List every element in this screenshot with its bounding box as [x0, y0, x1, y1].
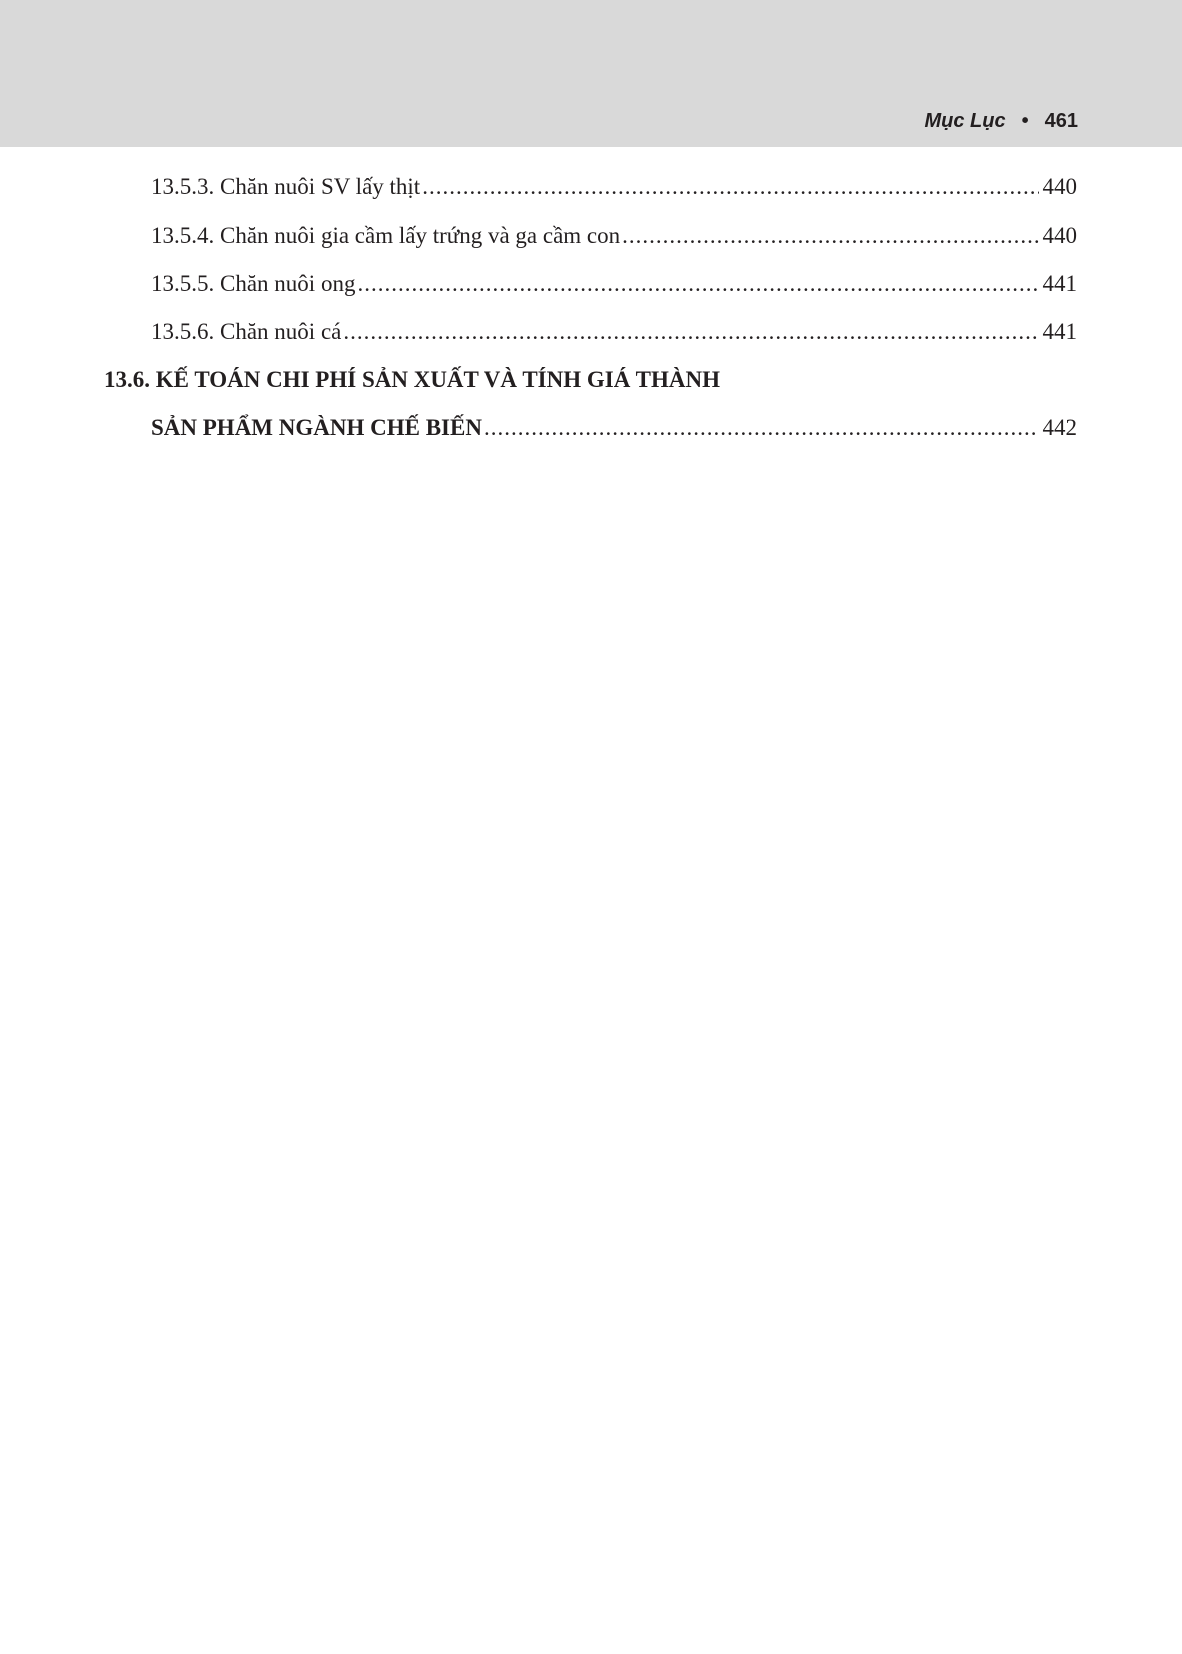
toc-section-13-6-continuation[interactable]	[151, 411, 1077, 445]
toc-section-title-line2: SẢN PHẨM NGÀNH CHẾ BIẾN	[151, 415, 482, 440]
running-head-title: Mục Lục	[924, 110, 1006, 132]
toc-entry-page: 441	[1042, 319, 1077, 344]
toc-entry-title	[151, 315, 341, 349]
toc-entry-title	[151, 267, 355, 301]
toc-entry-text: Chăn nuôi SV lấy thịt	[220, 174, 421, 199]
toc-entry-title	[151, 219, 620, 253]
toc-entry-number: 13.5.6.	[151, 319, 215, 344]
toc-entry-text: Chăn nuôi ong	[220, 271, 356, 296]
dot-leader	[484, 411, 1039, 445]
toc-entry-13-5-3[interactable]	[151, 170, 1077, 204]
dot-leader	[622, 219, 1038, 253]
toc-entry-title	[151, 170, 420, 204]
page-number: 461	[1044, 110, 1078, 132]
running-head	[924, 110, 1078, 133]
toc-entry-13-5-6[interactable]	[151, 315, 1077, 349]
toc-entry-page: 441	[1042, 271, 1077, 296]
toc-entry-13-5-5[interactable]	[151, 267, 1077, 301]
toc-entry-page: 442	[1042, 415, 1077, 440]
toc-entry-number: 13.5.4.	[151, 223, 215, 248]
toc-entry-text: Chăn nuôi gia cầm lấy trứng và ga cầm con	[220, 223, 621, 248]
dot-leader	[357, 267, 1038, 301]
dot-leader	[343, 315, 1038, 349]
toc-entry-number: 13.5.3.	[151, 174, 215, 199]
running-head-bullet: •	[1021, 110, 1029, 132]
dot-leader	[422, 170, 1038, 204]
toc-entry-page: 440	[1042, 223, 1077, 248]
toc-entry-page: 440	[1042, 174, 1077, 199]
toc-entry-text: Chăn nuôi cá	[220, 319, 342, 344]
toc-entry-13-5-4[interactable]	[151, 219, 1077, 253]
toc-section-13-6-heading[interactable]: 13.6. KẾ TOÁN CHI PHÍ SẢN XUẤT VÀ TÍNH GIÁ THÀNH	[104, 367, 721, 392]
toc-entry-number: 13.5.5.	[151, 271, 215, 296]
